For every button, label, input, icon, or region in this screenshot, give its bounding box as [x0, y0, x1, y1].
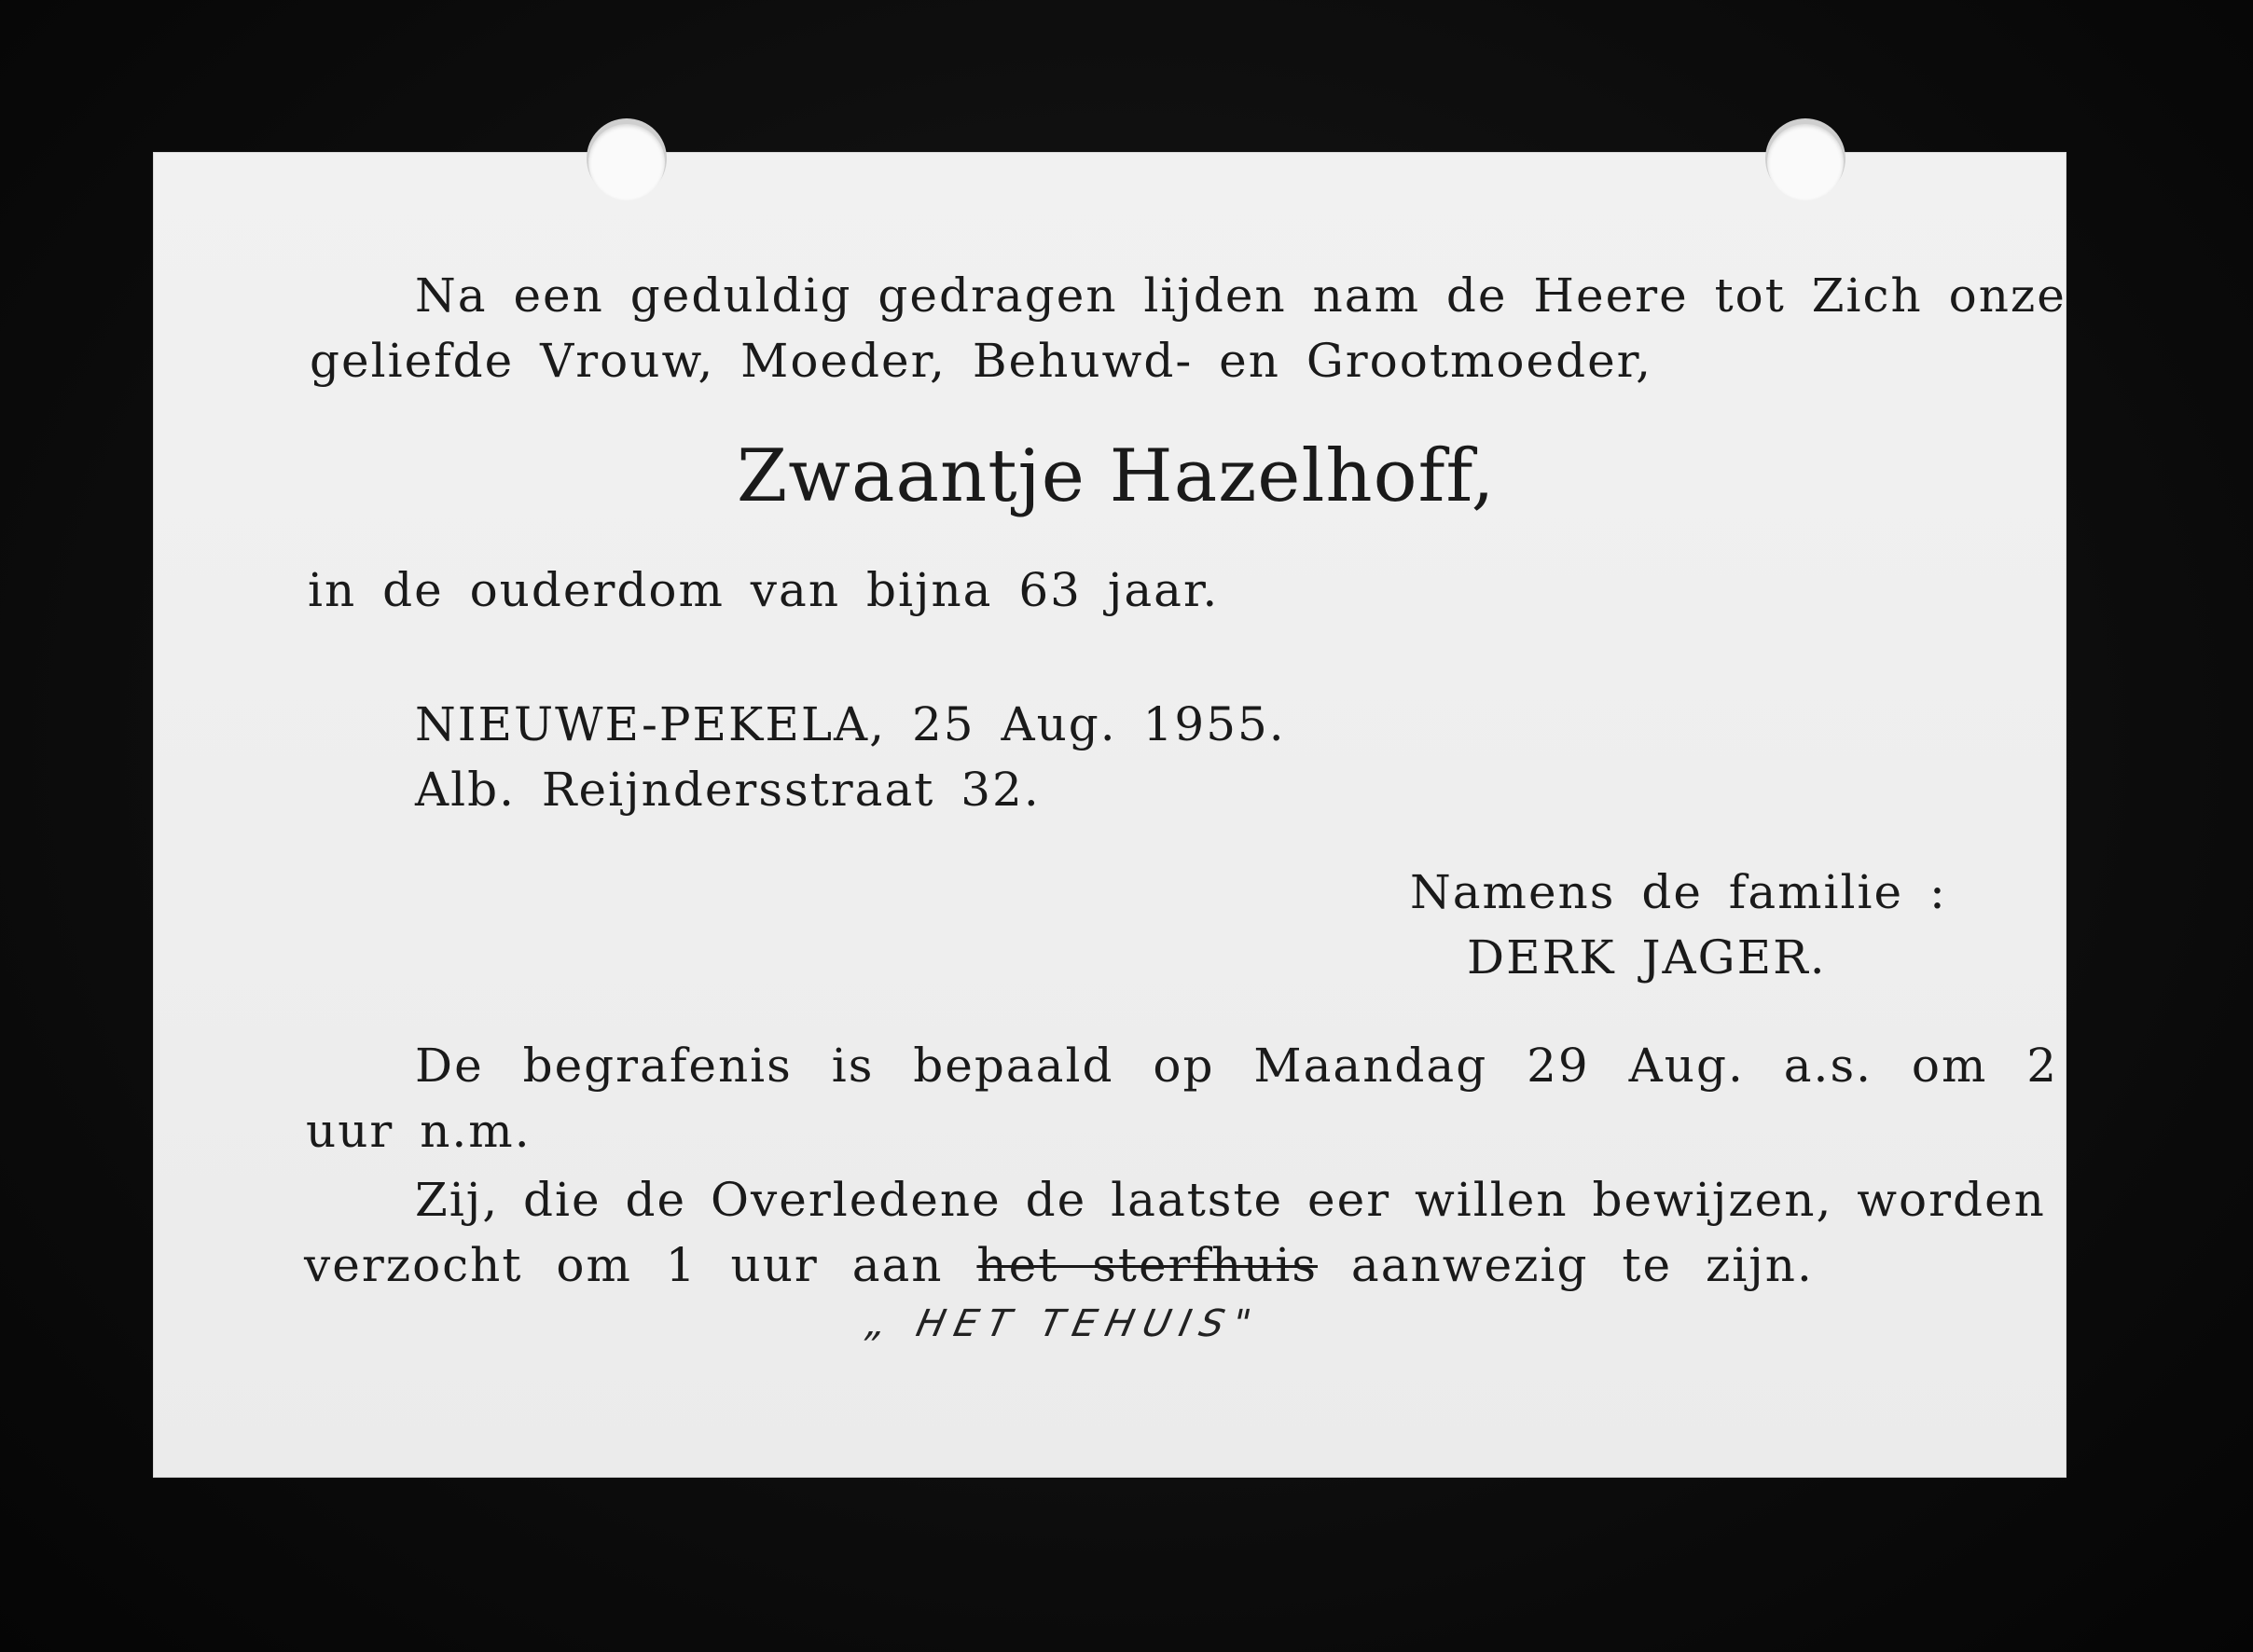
punch-hole-right: [1767, 124, 1844, 200]
address-line: Alb. Reijndersstraat 32.: [415, 763, 1041, 817]
handwritten-correction: „ HET TEHUIS": [863, 1302, 1265, 1345]
invite-line-2-after: aanwezig te zijn.: [1350, 1238, 1814, 1292]
intro-line-1: [415, 268, 2066, 323]
punch-hole-left: [588, 124, 665, 200]
age-line: in de ouderdom van bijna 63 jaar.: [308, 563, 1220, 617]
invite-line-2-before: verzocht om 1 uur aan: [304, 1238, 944, 1292]
intro-line-2: geliefde Vrouw, Moeder, Behuwd- en Grootmoeder,: [310, 334, 1652, 388]
deceased-name: Zwaantje Hazelhoff,: [737, 434, 1496, 518]
invite-line-2: [304, 1238, 1814, 1292]
funeral-line-1-text: De begrafenis is bepaald op Maandag 29 Aug. a.s. om 2: [415, 1039, 2059, 1093]
invite-line-1-text: Zij, die de Overledene de laatste eer willen bewijzen, worden: [415, 1173, 2046, 1227]
on-behalf-line: Namens de familie :: [1410, 865, 1947, 919]
place-date-line: NIEUWE-PEKELA, 25 Aug. 1955.: [415, 697, 1286, 751]
invite-line-2-struck: het sterfhuis: [976, 1238, 1319, 1292]
signatory-line: DERK JAGER.: [1467, 930, 1827, 984]
funeral-line-2: uur n.m.: [306, 1104, 532, 1158]
intro-line-1-text: Na een geduldig gedragen lijden nam de Heere tot Zich onze: [415, 268, 2066, 323]
invite-line-1: [415, 1173, 2046, 1227]
funeral-line-1: [415, 1039, 2059, 1093]
